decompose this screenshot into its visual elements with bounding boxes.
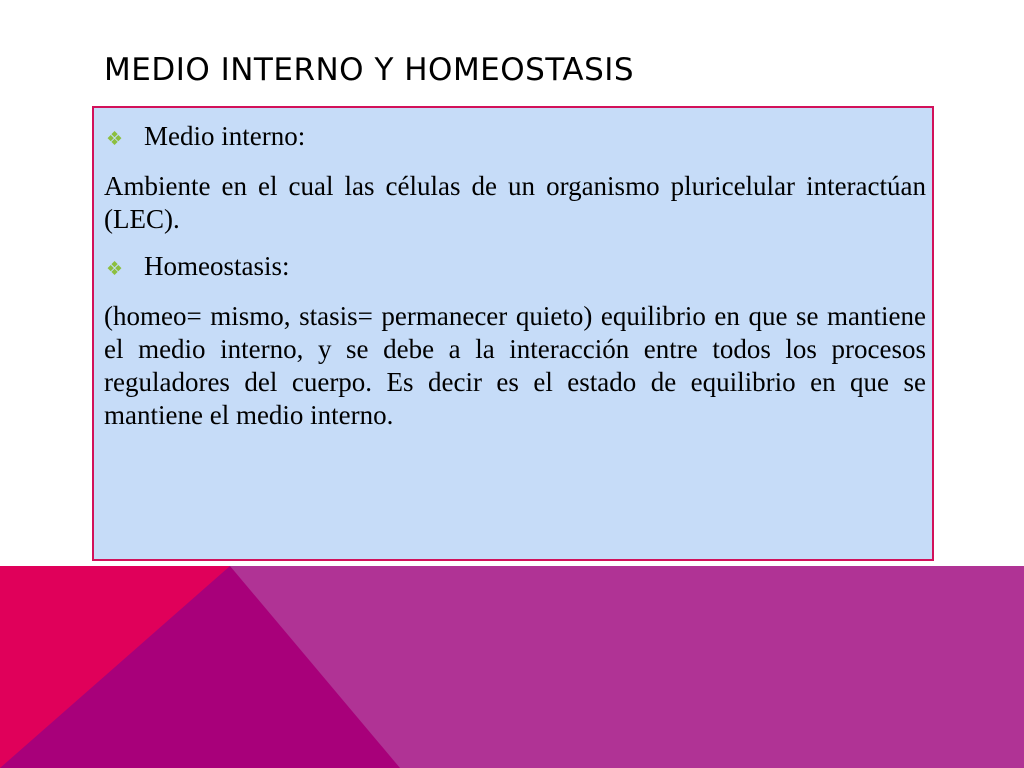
bullet-medio-interno — [104, 120, 926, 156]
bullet-homeostasis — [104, 250, 926, 286]
bullet-heading: Homeostasis: — [144, 251, 290, 281]
diamond-bullet-icon: ❖ — [106, 129, 124, 150]
diamond-bullet-icon: ❖ — [106, 259, 124, 280]
definition-paragraph: Ambiente en el cual las células de un organismo pluricelular interactúan (LEC). — [104, 171, 926, 234]
definition-paragraph: (homeo= mismo, stasis= permanecer quieto) equilibrio en que se mantiene el medio interno, y se debe a la interacción entre todos los procesos reguladores del cuerpo. Es decir es el estado de equilibrio en que se mantiene el medio interno. — [104, 301, 926, 430]
bullet-heading: Medio interno: — [144, 121, 306, 151]
slide-title: MEDIO INTERNO Y HOMEOSTASIS — [104, 52, 635, 88]
content-box — [92, 106, 934, 561]
decorative-footer-band — [0, 566, 1024, 768]
content-text — [104, 120, 926, 446]
